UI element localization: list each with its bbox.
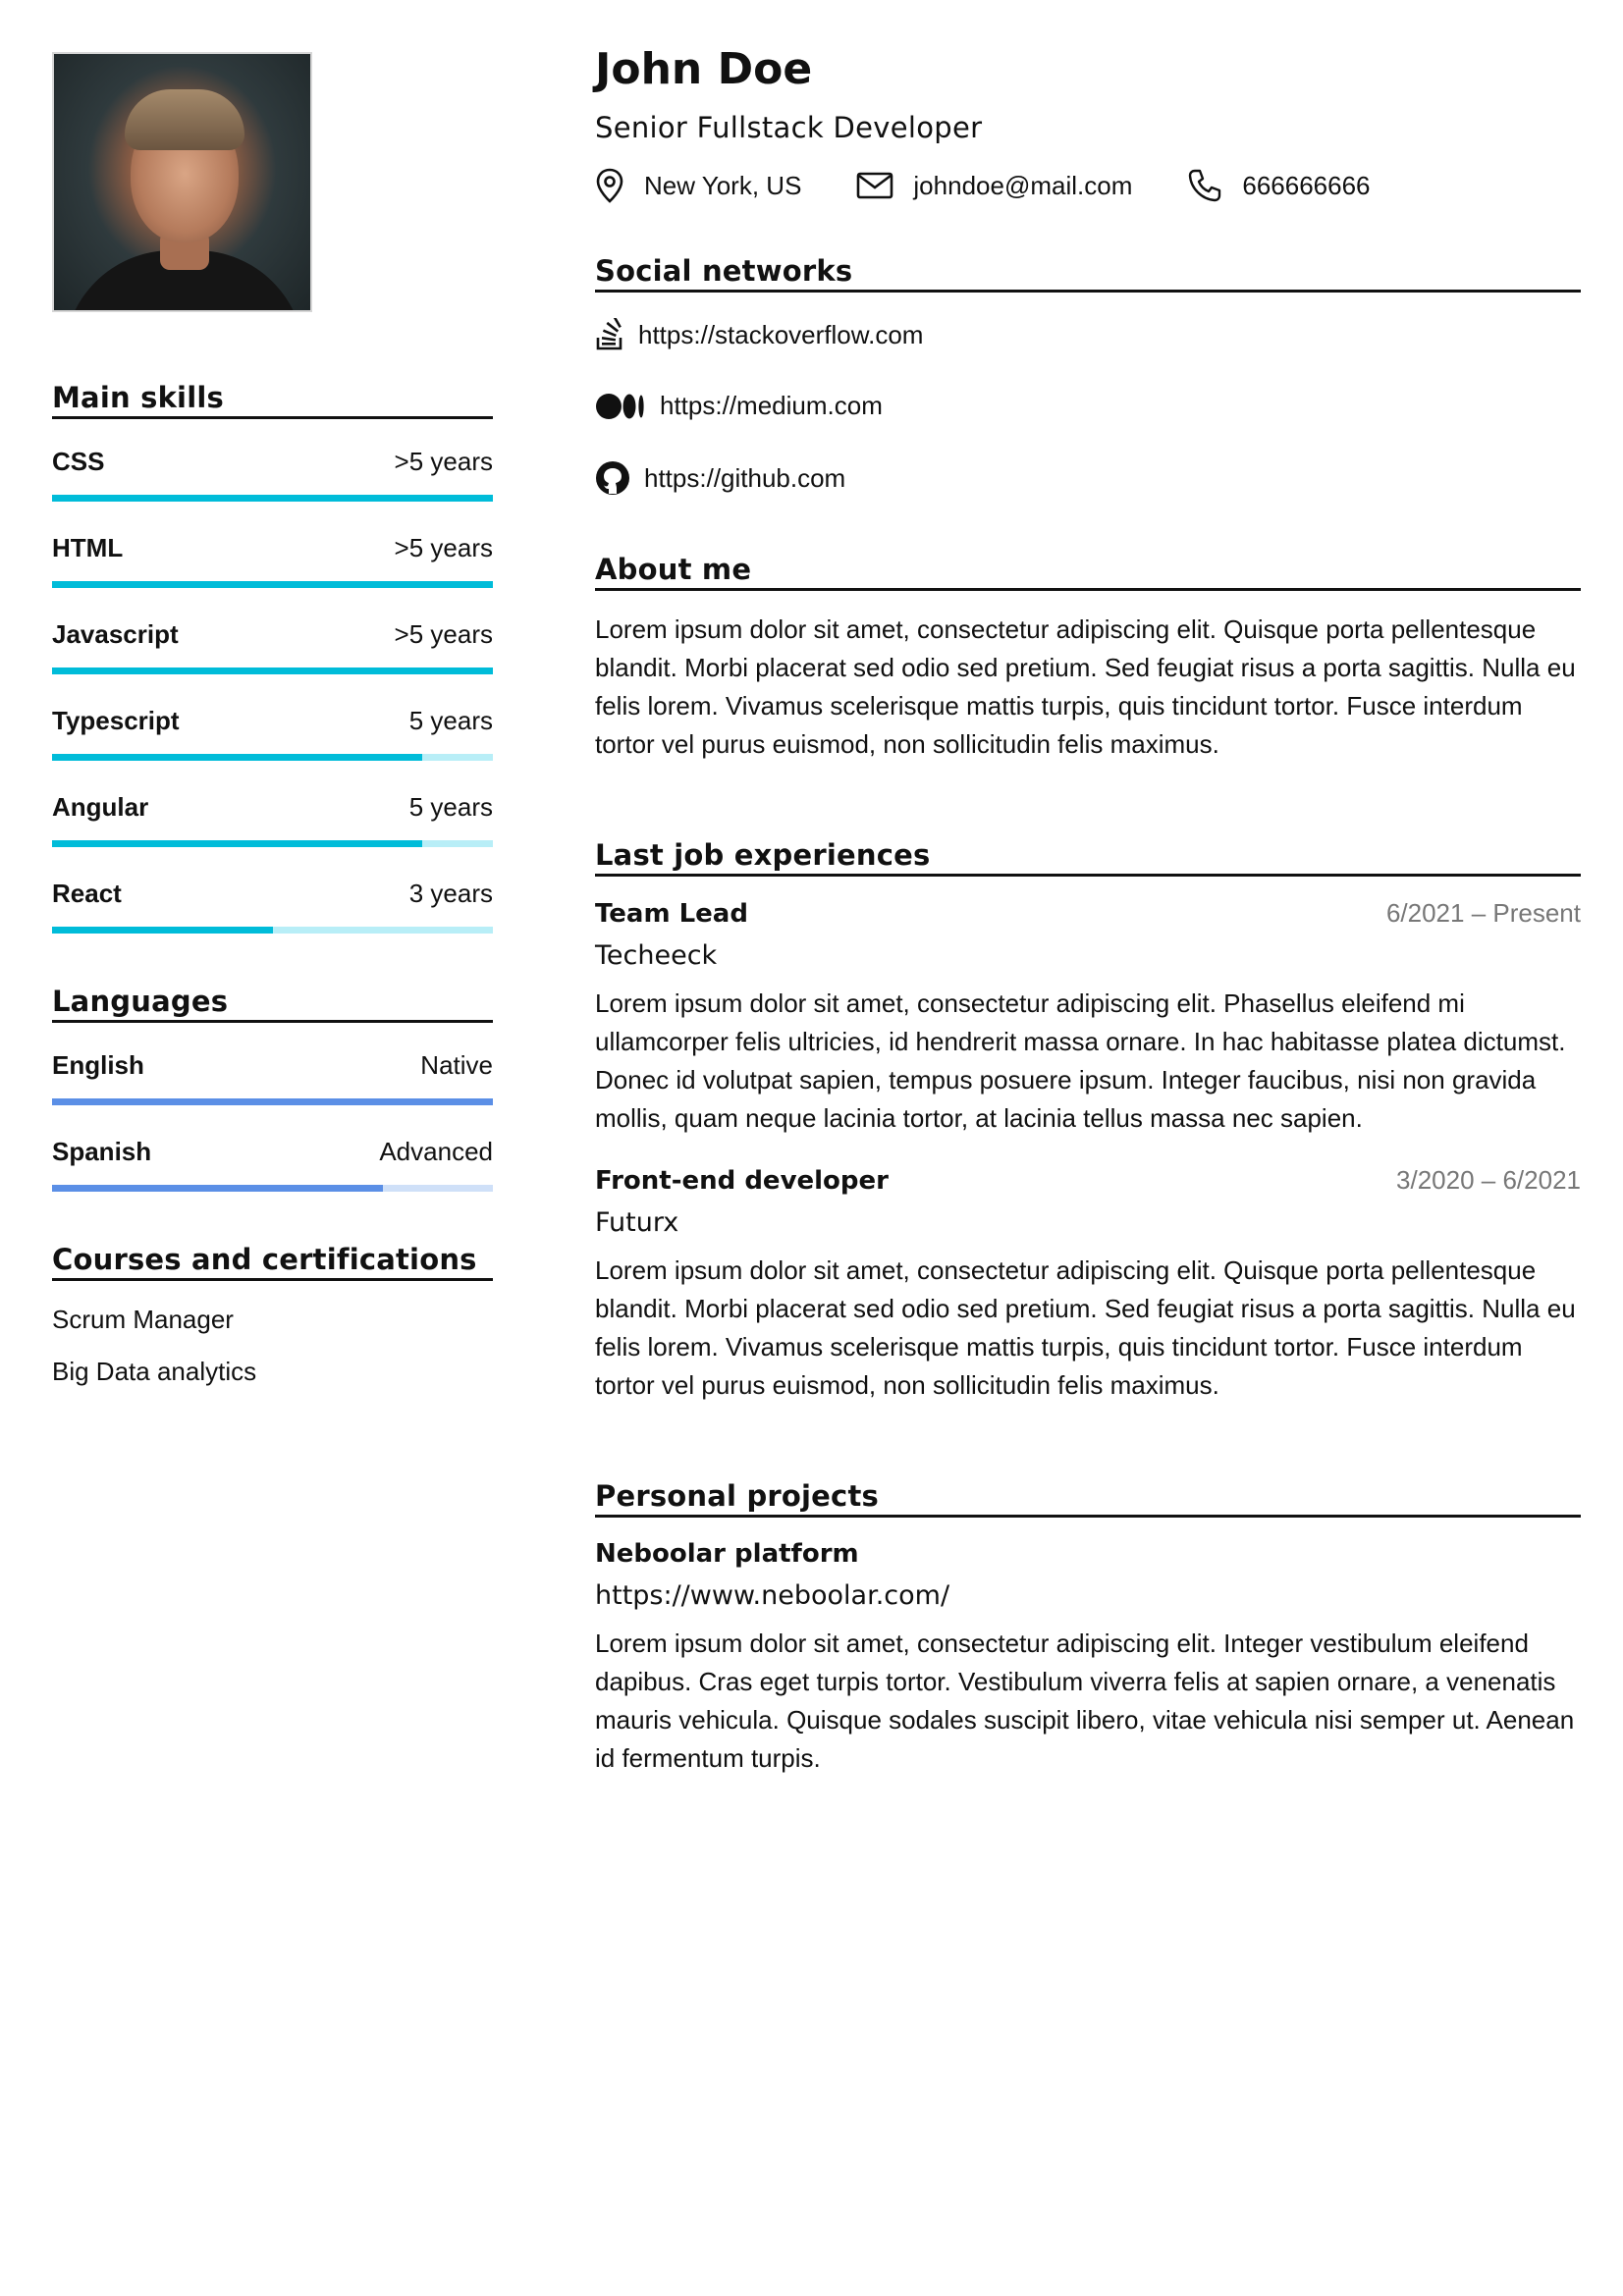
project-item [595,1539,1581,1778]
location-pin-icon [595,168,624,203]
social-link[interactable]: https://medium.com [660,391,883,420]
skill-bar [52,581,493,588]
github-icon [595,460,630,496]
contact-phone[interactable] [1187,168,1370,203]
contact-email[interactable] [856,171,1132,201]
mail-icon [856,171,893,200]
language-name: English [52,1050,144,1080]
skill-level: >5 years [394,619,493,649]
language-level: Advanced [379,1137,493,1166]
about-text: Lorem ipsum dolor sit amet, consectetur adipiscing elit. Quisque porta pellentesque blandit. Morbi placerat sed odio sed pretium. Sed feugiat risus a porta sagittis. Nulla eu felis lorem. Vivamus scelerisque mattis turpis, quis tincidunt tortor. Fusce interdum tortor vel purus euismod, non sollicitudin felis maximus. [595,614,1576,759]
project-name: Neboolar platform [595,1539,859,1569]
project-url[interactable]: https://www.neboolar.com/ [595,1580,950,1611]
social-item-github[interactable] [595,460,1581,496]
project-description: Lorem ipsum dolor sit amet, consectetur adipiscing elit. Integer vestibulum eleifend dapibus. Cras eget turpis tortor. Vestibulum viverra felis at sapien ornare, a venenatis mauris vehicula. Quisque sodales suscipit libero, vitae vehicula nisi semper ut. Aenean id fermentum turpis. [595,1629,1575,1773]
course-item: Scrum Manager [52,1305,234,1334]
skills-list [52,447,493,934]
skill-name: HTML [52,533,124,562]
language-item [52,1137,493,1192]
skill-level: >5 years [394,447,493,476]
skill-level: 5 years [408,706,493,735]
language-bar [52,1185,493,1192]
main-content [595,44,1581,1778]
about-heading: About me [595,553,1581,591]
email-text[interactable]: johndoe@mail.com [913,170,1133,200]
job-item [595,898,1581,1138]
skill-name: Angular [52,792,149,822]
social-link[interactable]: https://stackoverflow.com [638,319,924,349]
social-item-medium[interactable] [595,391,1581,421]
person-name: John Doe [595,44,813,94]
language-name: Spanish [52,1137,152,1166]
location-text: New York, US [644,170,802,200]
languages-list [52,1050,493,1192]
skill-name: Javascript [52,619,179,649]
skill-item [52,706,493,761]
job-company: Futurx [595,1207,679,1238]
job-role: Senior Fullstack Developer [595,111,983,144]
skill-bar [52,754,493,761]
job-title: Team Lead [595,899,748,929]
language-item [52,1050,493,1105]
profile-photo [52,52,312,312]
skill-bar [52,927,493,934]
job-title: Front-end developer [595,1166,889,1196]
skill-item [52,879,493,934]
social-heading: Social networks [595,254,1581,293]
courses-heading: Courses and certifications [52,1243,493,1281]
job-dates: 6/2021 – Present [1385,898,1581,928]
social-link[interactable]: https://github.com [644,462,846,493]
skill-name: Typescript [52,706,180,735]
phone-icon [1187,168,1222,203]
phone-text[interactable]: 666666666 [1242,170,1371,200]
projects-heading: Personal projects [595,1479,1581,1518]
language-level: Native [420,1050,493,1080]
contact-location [595,168,801,203]
skill-item [52,447,493,502]
medium-icon [595,392,646,421]
skill-item [52,619,493,674]
skill-level: >5 years [394,533,493,562]
skill-bar [52,495,493,502]
skill-level: 5 years [408,792,493,822]
skill-name: CSS [52,447,105,476]
contact-row [595,168,1581,203]
job-item [595,1165,1581,1405]
skill-level: 3 years [408,879,493,908]
social-item-stackoverflow[interactable] [595,318,1581,351]
languages-heading: Languages [52,985,493,1023]
sidebar [52,52,493,1387]
skill-bar [52,667,493,674]
course-item: Big Data analytics [52,1357,257,1386]
jobs-heading: Last job experiences [595,838,1581,877]
job-dates: 3/2020 – 6/2021 [1396,1165,1581,1195]
skill-name: React [52,879,122,908]
language-bar [52,1098,493,1105]
skill-bar [52,840,493,847]
skills-heading: Main skills [52,381,493,419]
stackoverflow-icon [595,318,624,351]
job-description: Lorem ipsum dolor sit amet, consectetur adipiscing elit. Quisque porta pellentesque blandit. Morbi placerat sed odio sed pretium. Sed feugiat risus a porta sagittis. Nulla eu felis lorem. Vivamus scelerisque mattis turpis, quis tincidunt tortor. Fusce interdum tortor vel purus euismod, non sollicitudin felis maximus. [595,1255,1576,1400]
job-company: Techeeck [595,940,718,971]
skill-item [52,792,493,847]
skill-item [52,533,493,588]
job-description: Lorem ipsum dolor sit amet, consectetur adipiscing elit. Phasellus eleifend mi ullamcorper felis ultricies, id hendrerit massa ornare. In hac habitasse platea dictumst. Donec id volutpat sapien, tempus posuere ipsum. Integer faucibus, nisi non gravida mollis, quam neque lacinia tortor, at lacinia tellus massa nec sapien. [595,988,1566,1133]
